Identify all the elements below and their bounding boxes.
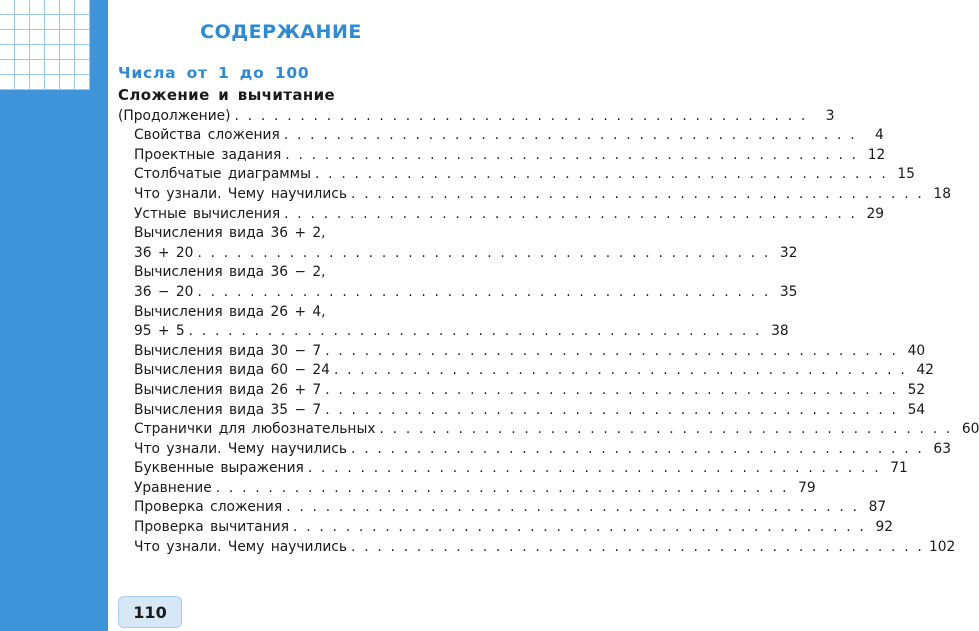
toc-dot-leader: . . . . . . . . . . . . . . . . . . . . . . . . . . . . . . . . . . . . . . . . . . . . — [283, 127, 857, 144]
toc-entry — [118, 400, 926, 420]
toc-dot-leader: . . . . . . . . . . . . . . . . . . . . . . . . . . . . . . . . . . . . . . . . . . . . — [286, 499, 860, 516]
toc-entry-page: 71 — [890, 460, 908, 477]
toc-dot-leader: . . . . . . . . . . . . . . . . . . . . . . . . . . . . . . . . . . . . . . . . . . . . — [325, 381, 899, 398]
toc-entry-page: 12 — [867, 146, 886, 163]
toc-dot-leader: . . . . . . . . . . . . . . . . . . . . . . . . . . . . . . . . . . . . . . . . . . . . — [314, 166, 888, 183]
toc-entry-title: (Продолжение) — [118, 107, 231, 124]
toc-entry-page: 42 — [916, 362, 934, 379]
toc-entry — [118, 106, 835, 126]
toc-entry-title: Вычисления вида 35 − 7 — [134, 401, 322, 418]
toc-entry — [118, 361, 934, 381]
toc-entry — [118, 224, 440, 244]
page-number-badge: 110 — [118, 596, 182, 628]
toc-entry-title: Устные вычисления — [134, 205, 281, 222]
toc-entry — [118, 282, 798, 302]
toc-entry-title: Вычисления вида 30 − 7 — [134, 342, 322, 359]
toc-entry-page: 92 — [875, 519, 893, 536]
toc-entry-title: Буквенные выражения — [134, 460, 304, 477]
toc-dot-leader: . . . . . . . . . . . . . . . . . . . . . . . . . . . . . . . . . . . . . . . . . . . . — [307, 460, 881, 477]
toc-entry-page: 63 — [933, 440, 951, 457]
toc-entry-page: 35 — [779, 283, 798, 300]
toc-entry — [118, 517, 893, 537]
toc-entry-title: Вычисления вида 36 − 2, — [134, 264, 326, 281]
toc-entry — [118, 302, 440, 322]
toc-entry — [118, 459, 908, 479]
toc-entry — [118, 243, 798, 263]
toc-entry-page: 79 — [798, 479, 816, 496]
page-margin-strip — [0, 0, 108, 631]
toc-entry — [118, 478, 816, 498]
toc-entry-title: Что узнали. Чему научились — [134, 440, 348, 457]
toc-entry — [118, 537, 956, 557]
toc-entry-title: 95 + 5 — [134, 323, 185, 340]
toc-entry-title: Проверка сложения — [134, 499, 283, 516]
toc-entry — [118, 145, 886, 165]
toc-entry-title: Столбчатые диаграммы — [134, 166, 311, 183]
toc-entry-page: 4 — [875, 127, 884, 144]
toc-entry — [118, 204, 885, 224]
toc-dot-leader: . . . . . . . . . . . . . . . . . . . . . . . . . . . . . . . . . . . . . . . . . . . . — [234, 107, 808, 124]
toc-entry-title: Вычисления вида 26 + 7 — [134, 381, 322, 398]
toc-entry-page: 102 — [928, 538, 956, 555]
section-title: Числа от 1 до 100 — [118, 64, 310, 82]
toc-entry — [118, 380, 926, 400]
toc-entry-page: 60 — [961, 421, 979, 438]
toc-entry — [118, 341, 926, 361]
toc-dot-leader: . . . . . . . . . . . . . . . . . . . . . . . . . . . . . . . . . . . . . . . . . . . . — [293, 519, 866, 536]
toc-dot-leader: . . . . . . . . . . . . . . . . . . . . . . . . . . . . . . . . . . . . . . . . . . . . — [351, 185, 924, 202]
toc-dot-leader: . . . . . . . . . . . . . . . . . . . . . . . . . . . . . . . . . . . . . . . . . . . . — [197, 283, 771, 300]
toc-dot-leader: . . . . . . . . . . . . . . . . . . . . . . . . . . . . . . . . . . . . . . . . . . . . — [325, 401, 899, 418]
grid-paper-decoration — [0, 0, 90, 90]
toc-entry-page: 15 — [897, 166, 915, 183]
toc-entry-title: 36 + 20 — [134, 244, 194, 261]
toc-entry-page: 40 — [907, 342, 926, 359]
toc-entry-title: Вычисления вида 36 + 2, — [134, 225, 326, 242]
toc-dot-leader: . . . . . . . . . . . . . . . . . . . . . . . . . . . . . . . . . . . . . . . . . . . . — [285, 146, 859, 163]
toc-dot-leader: . . . . . . . . . . . . . . . . . . . . . . . . . . . . . . . . . . . . . . . . . . . . — [188, 323, 762, 340]
subsection-title: Сложение и вычитание — [118, 86, 336, 104]
toc-entry — [118, 184, 951, 204]
toc-dot-leader: . . . . . . . . . . . . . . . . . . . . . . . . . . . . . . . . . . . . . . . . . . . . — [325, 342, 899, 359]
toc-dot-leader: . . . . . . . . . . . . . . . . . . . . . . . . . . . . . . . . . . . . . . . . . . . . — [379, 421, 953, 438]
toc-entry-page: 29 — [866, 205, 885, 222]
toc-dot-leader: . . . . . . . . . . . . . . . . . . . . . . . . . . . . . . . . . . . . . . . . . . . . — [215, 479, 789, 496]
toc-entry-page: 87 — [868, 499, 887, 516]
toc-entry-title: Уравнение — [134, 479, 212, 496]
toc-entry — [118, 126, 884, 146]
toc-entry-title: Что узнали. Чему научились — [134, 538, 348, 555]
table-of-contents — [118, 106, 979, 557]
toc-entry-page: 38 — [771, 323, 789, 340]
toc-entry-title: Свойства сложения — [134, 127, 280, 144]
toc-entry — [118, 439, 951, 459]
toc-entry-page: 54 — [907, 401, 926, 418]
toc-entry-title: 36 − 20 — [134, 283, 194, 300]
toc-dot-leader: . . . . . . . . . . . . . . . . . . . . . . . . . . . . . . . . . . . . . . . . . . . . — [351, 440, 924, 457]
toc-entry — [118, 165, 915, 185]
toc-entry-title: Проектные задания — [134, 146, 282, 163]
toc-entry — [118, 263, 440, 283]
toc-entry-page: 52 — [907, 381, 926, 398]
toc-entry-page: 32 — [779, 244, 798, 261]
toc-entry-title: Вычисления вида 60 − 24 — [134, 362, 330, 379]
toc-entry-title: Вычисления вида 26 + 4, — [134, 303, 326, 320]
toc-entry — [118, 420, 979, 440]
toc-entry-title: Что узнали. Чему научились — [134, 185, 348, 202]
toc-entry-page: 18 — [933, 185, 951, 202]
toc-entry — [118, 498, 887, 518]
toc-entry-title: Странички для любознательных — [134, 421, 376, 438]
toc-dot-leader: . . . . . . . . . . . . . . . . . . . . . . . . . . . . . . . . . . . . . . . . . . . . — [333, 362, 907, 379]
toc-entry — [118, 322, 789, 342]
toc-dot-leader: . . . . . . . . . . . . . . . . . . . . . . . . . . . . . . . . . . . . . . . . . . . . — [351, 538, 924, 555]
page-title: СОДЕРЖАНИЕ — [200, 21, 362, 43]
toc-dot-leader: . . . . . . . . . . . . . . . . . . . . . . . . . . . . . . . . . . . . . . . . . . . . — [197, 244, 771, 261]
toc-dot-leader: . . . . . . . . . . . . . . . . . . . . . . . . . . . . . . . . . . . . . . . . . . . . — [284, 205, 858, 222]
toc-entry-title: Проверка вычитания — [134, 519, 290, 536]
toc-entry-page: 3 — [825, 107, 835, 124]
